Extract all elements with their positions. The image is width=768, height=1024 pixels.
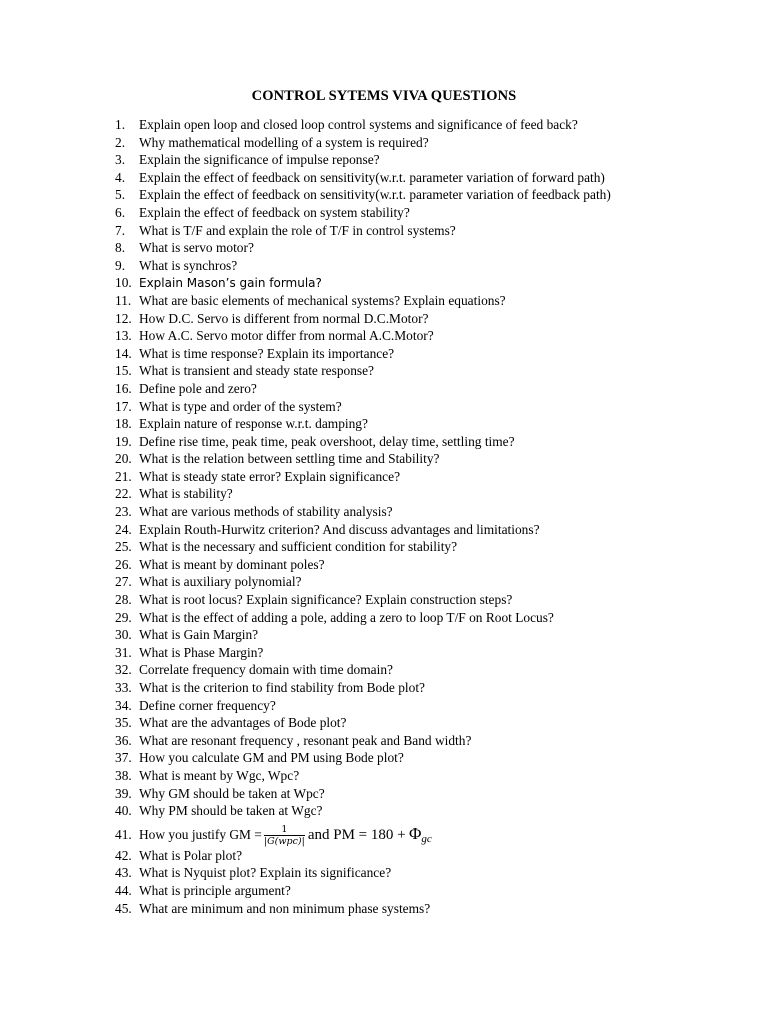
question-item: [115, 573, 675, 591]
question-number: 11.: [115, 292, 132, 308]
question-item: [115, 591, 675, 609]
question-number: 18.: [115, 416, 132, 432]
question-text: What are basic elements of mechanical systems? Explain equations?: [139, 292, 506, 308]
question-item: [115, 310, 675, 328]
question-number: 26.: [115, 556, 132, 572]
question-text: What is steady state error? Explain significance?: [139, 468, 401, 484]
question-number: 17.: [115, 398, 132, 414]
question-number: 2.: [115, 134, 126, 150]
question-number: 23.: [115, 504, 132, 520]
question-item: [115, 847, 675, 865]
question-item: [115, 900, 675, 918]
question-number: 24.: [115, 521, 132, 537]
question-text: What is type and order of the system?: [139, 398, 342, 414]
question-item: [115, 732, 675, 750]
question-item-formula: [115, 820, 675, 847]
question-item: [115, 644, 675, 662]
question-item: [115, 503, 675, 521]
question-item: [115, 521, 675, 539]
question-text: Why mathematical modelling of a system is required?: [139, 134, 429, 150]
question-item: [115, 556, 675, 574]
phi-symbol: Φ: [408, 823, 422, 843]
question-text: Why GM should be taken at Wpc?: [139, 785, 325, 801]
question-number: 33.: [115, 680, 132, 695]
question-number: 32.: [115, 662, 132, 678]
question-number: 16.: [115, 380, 132, 396]
question-item: [115, 292, 675, 310]
question-item: [115, 345, 675, 363]
page-title: CONTROL SYTEMS VIVA QUESTIONS: [251, 88, 517, 104]
question-number: 12.: [115, 310, 132, 326]
question-text: Explain the effect of feedback on system stability?: [139, 204, 410, 220]
question-text: What is synchros?: [139, 257, 238, 273]
question-item: [115, 749, 675, 767]
question-number: 43.: [115, 865, 132, 881]
question-number: 3.: [115, 152, 126, 168]
question-text: Define pole and zero?: [139, 380, 257, 396]
question-text: What is T/F and explain the role of T/F in control systems?: [139, 222, 456, 238]
question-number: 14.: [115, 345, 132, 361]
question-item: [115, 116, 675, 134]
question-number: 4.: [115, 169, 126, 185]
question-item: [115, 204, 675, 222]
question-item: [115, 697, 675, 715]
question-number: 6.: [115, 204, 126, 220]
question-item: [115, 169, 675, 187]
question-number: 45.: [115, 900, 132, 916]
question-text: Explain the effect of feedback on sensitivity(w.r.t. parameter variation of feedback path): [139, 187, 611, 203]
question-text: What are minimum and non minimum phase systems?: [139, 900, 431, 916]
question-item: [115, 767, 675, 785]
question-item: [115, 450, 675, 468]
question-text: Define corner frequency?: [139, 697, 276, 713]
question-number: 28.: [115, 592, 132, 608]
gm-fraction: [264, 825, 305, 847]
question-text: What is meant by dominant poles?: [139, 556, 325, 572]
question-number: 44.: [115, 882, 132, 898]
phi-subscript: gc: [421, 832, 432, 845]
question-text: How D.C. Servo is different from normal D.C.Motor?: [139, 310, 429, 326]
question-text: What is the relation between settling time and Stability?: [139, 451, 440, 467]
question-text: Correlate frequency domain with time domain?: [139, 662, 393, 678]
question-number: 37.: [115, 750, 132, 766]
question-item: [115, 151, 675, 169]
question-text: What are various methods of stability analysis?: [139, 504, 393, 520]
question-text: Why PM should be taken at Wgc?: [139, 803, 323, 819]
question-text: What is auxiliary polynomial?: [139, 574, 302, 590]
question-text: What is stability?: [139, 486, 233, 502]
question-item: [115, 485, 675, 503]
pm-equation: and PM = 180 +: [307, 826, 406, 843]
question-list: [115, 116, 675, 917]
question-item: [115, 362, 675, 380]
question-text: What is Polar plot?: [139, 847, 243, 863]
question-number: 13.: [115, 328, 132, 344]
question-item: [115, 274, 675, 292]
question-number: 8.: [115, 240, 126, 256]
question-item: [115, 186, 675, 204]
question-number: 34.: [115, 697, 132, 713]
question-text: What is meant by Wgc, Wpc?: [139, 767, 300, 783]
question-number: 36.: [115, 732, 132, 748]
fraction-denominator: |G(wpc)|: [263, 836, 305, 848]
question-number: 31.: [115, 644, 132, 660]
question-item: [115, 468, 675, 486]
question-item: [115, 882, 675, 900]
question-number: 39.: [115, 785, 132, 801]
question-item: [115, 714, 675, 732]
question-text: Explain open loop and closed loop control systems and significance of feed back?: [139, 117, 578, 132]
question-item: [115, 380, 675, 398]
question-text: Explain Routh-Hurwitz criterion? And discuss advantages and limitations?: [139, 521, 540, 537]
question-number: 27.: [115, 574, 132, 590]
question-number: 1.: [115, 117, 126, 132]
question-item: [115, 257, 675, 275]
question-number: 38.: [115, 767, 132, 783]
question-text: How you justify GM =: [139, 826, 262, 842]
question-number: 9.: [115, 257, 126, 273]
question-text: What are resonant frequency , resonant peak and Band width?: [139, 732, 472, 748]
question-number: 21.: [115, 468, 132, 484]
question-text: What is principle argument?: [139, 882, 291, 898]
question-number: 41.: [115, 826, 132, 842]
question-text: What is Nyquist plot? Explain its significance?: [139, 865, 392, 881]
question-text: What is the necessary and sufficient condition for stability?: [139, 539, 458, 555]
question-number: 19.: [115, 433, 132, 449]
question-text: What is time response? Explain its importance?: [139, 345, 395, 361]
question-text: How you calculate GM and PM using Bode plot?: [139, 750, 404, 766]
question-number: 42.: [115, 847, 132, 863]
question-text: What is servo motor?: [139, 240, 254, 256]
question-text: What is the effect of adding a pole, adding a zero to loop T/F on Root Locus?: [139, 609, 554, 625]
question-item: [115, 415, 675, 433]
question-number: 35.: [115, 715, 132, 731]
question-item: [115, 327, 675, 345]
question-text: What is transient and steady state response?: [139, 363, 375, 379]
question-item: [115, 538, 675, 556]
question-item: [115, 433, 675, 451]
question-number: 15.: [115, 363, 132, 379]
question-item: [115, 398, 675, 416]
question-text: Explain the significance of impulse reponse?: [139, 152, 380, 168]
question-item: [115, 134, 675, 152]
question-text: What is root locus? Explain significance? Explain construction steps?: [139, 592, 513, 608]
question-item: [115, 239, 675, 257]
question-item: [115, 661, 675, 679]
question-item: [115, 626, 675, 644]
question-item: [115, 679, 675, 697]
question-text: What is Phase Margin?: [139, 644, 264, 660]
question-item: [115, 785, 675, 803]
question-item: [115, 222, 675, 240]
question-text: What are the advantages of Bode plot?: [139, 715, 347, 731]
question-number: 20.: [115, 451, 132, 467]
question-text: What is Gain Margin?: [139, 627, 259, 643]
question-text: Define rise time, peak time, peak overshoot, delay time, settling time?: [139, 433, 515, 449]
question-number: 25.: [115, 539, 132, 555]
question-item: [115, 802, 675, 820]
question-number: 40.: [115, 803, 132, 819]
question-text: What is the criterion to find stability from Bode plot?: [139, 680, 425, 695]
question-number: 7.: [115, 222, 126, 238]
question-text: Explain nature of response w.r.t. damping?: [139, 416, 368, 432]
question-number: 29.: [115, 609, 132, 625]
question-number: 30.: [115, 627, 132, 643]
question-text: Explain Mason’s gain formula?: [139, 276, 322, 291]
question-text: Explain the effect of feedback on sensitivity(w.r.t. parameter variation of forward path): [139, 169, 605, 185]
question-item: [115, 864, 675, 882]
question-number: 5.: [115, 187, 126, 203]
question-number: 22.: [115, 486, 132, 502]
question-item: [115, 609, 675, 627]
fraction-numerator: 1: [264, 825, 305, 837]
question-number: 10.: [115, 275, 132, 291]
question-text: How A.C. Servo motor differ from normal A.C.Motor?: [139, 328, 434, 344]
